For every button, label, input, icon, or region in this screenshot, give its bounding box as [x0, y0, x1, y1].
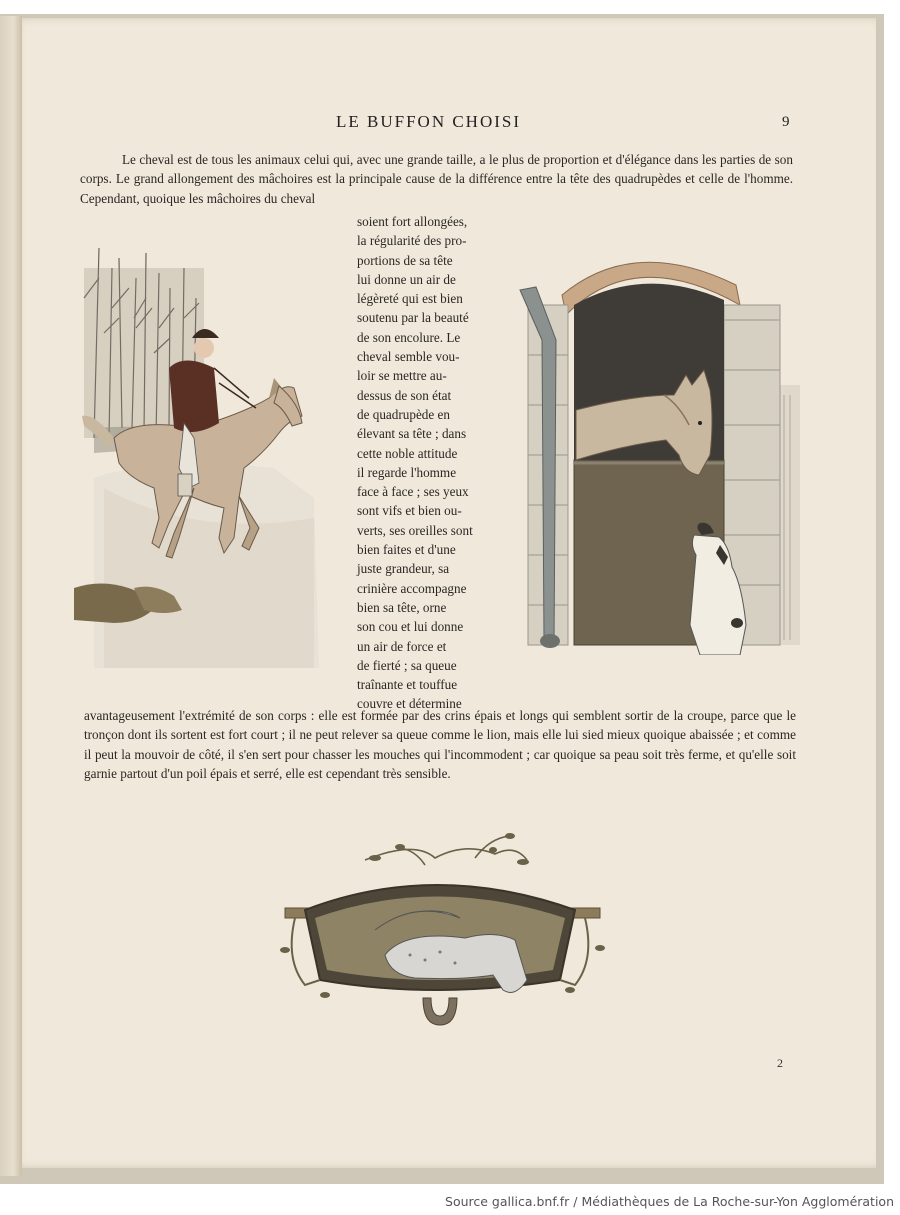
text-column-line: de fierté ; sa queue	[357, 657, 457, 673]
text-column-line: verts, ses oreilles sont	[357, 522, 473, 538]
book-binding	[0, 16, 22, 1176]
text-column-line: sont vifs et bien ou-	[357, 503, 462, 519]
source-credit: Source gallica.bnf.fr / Médiathèques de La Roche-sur-Yon Agglomération	[445, 1194, 894, 1209]
text-column-line: soient fort allongées,	[357, 214, 468, 229]
rider-on-horse-illustration	[74, 238, 324, 674]
paragraph-bottom: avantageusement l'extrémité de son corps : elle est formée par des crins épais et longs qui semblent sortir de la croupe, parce que le tronçon dont ils sortent est fort court ; il ne peut relever sa queue comme le lion, mais elle lui sied mieux quoique abaissée ; et comme il peut la mouvoir de côté, il s'en sert pour chasser les mouches qui l'incommodent ; car quoique sa peau soit très ferme, et qu'elle soit garnie partout d'un poil épais et serré, elle est cependant très sensible.	[84, 708, 796, 781]
horse-in-stable-with-dog-illustration	[514, 245, 800, 655]
paragraph-top	[80, 150, 793, 208]
text-column-line: bien faites et d'une	[357, 542, 456, 558]
text-column-line: face à face ; ses yeux	[357, 484, 469, 500]
text-column-line: dessus de son état	[357, 387, 452, 403]
sleeping-horse-vignette	[265, 830, 615, 1035]
text-column-line: loir se mettre au-	[357, 368, 447, 384]
text-column-line: de son encolure. Le	[357, 329, 461, 345]
signature-mark: 2	[777, 1056, 783, 1070]
text-column-line: couvre et détermine	[357, 696, 462, 712]
text-column-line: crinière accompagne	[357, 580, 467, 596]
text-column-line: légèreté qui est bien	[357, 291, 463, 307]
page-number: 9	[782, 114, 790, 130]
text-column-line: son cou et lui donne	[357, 619, 464, 635]
text-column-line: cheval semble vou-	[357, 349, 460, 365]
text-column-line: de quadrupède en	[357, 406, 451, 422]
paragraph-top-text: Le cheval est de tous les animaux celui qui, avec une grande taille, a le plus de proportion et d'élégance dans les parties de son corps. Le grand allongement des mâchoires est la principale cause de la différence entre la tête des quadrupèdes et celle de l'homme. Cependant, quoique les mâchoires du cheval	[80, 152, 793, 206]
text-column	[357, 212, 487, 714]
text-column-line: juste grandeur, sa	[357, 561, 450, 577]
running-header-title: LE BUFFON CHOISI	[336, 112, 522, 131]
text-column-line: il regarde l'homme	[357, 464, 457, 480]
text-column-line: portions de sa tête	[357, 252, 453, 268]
text-column-line: soutenu par la beauté	[357, 310, 469, 326]
text-column-line: élevant sa tête ; dans	[357, 426, 467, 442]
text-column-line: lui donne un air de	[357, 271, 456, 287]
text-column-line: un air de force et	[357, 638, 447, 654]
text-column-line: cette noble attitude	[357, 445, 458, 461]
text-column-line: la régularité des pro-	[357, 233, 467, 249]
text-column-line: bien sa tête, orne	[357, 599, 447, 615]
text-column-line: traînante et touffue	[357, 677, 458, 693]
